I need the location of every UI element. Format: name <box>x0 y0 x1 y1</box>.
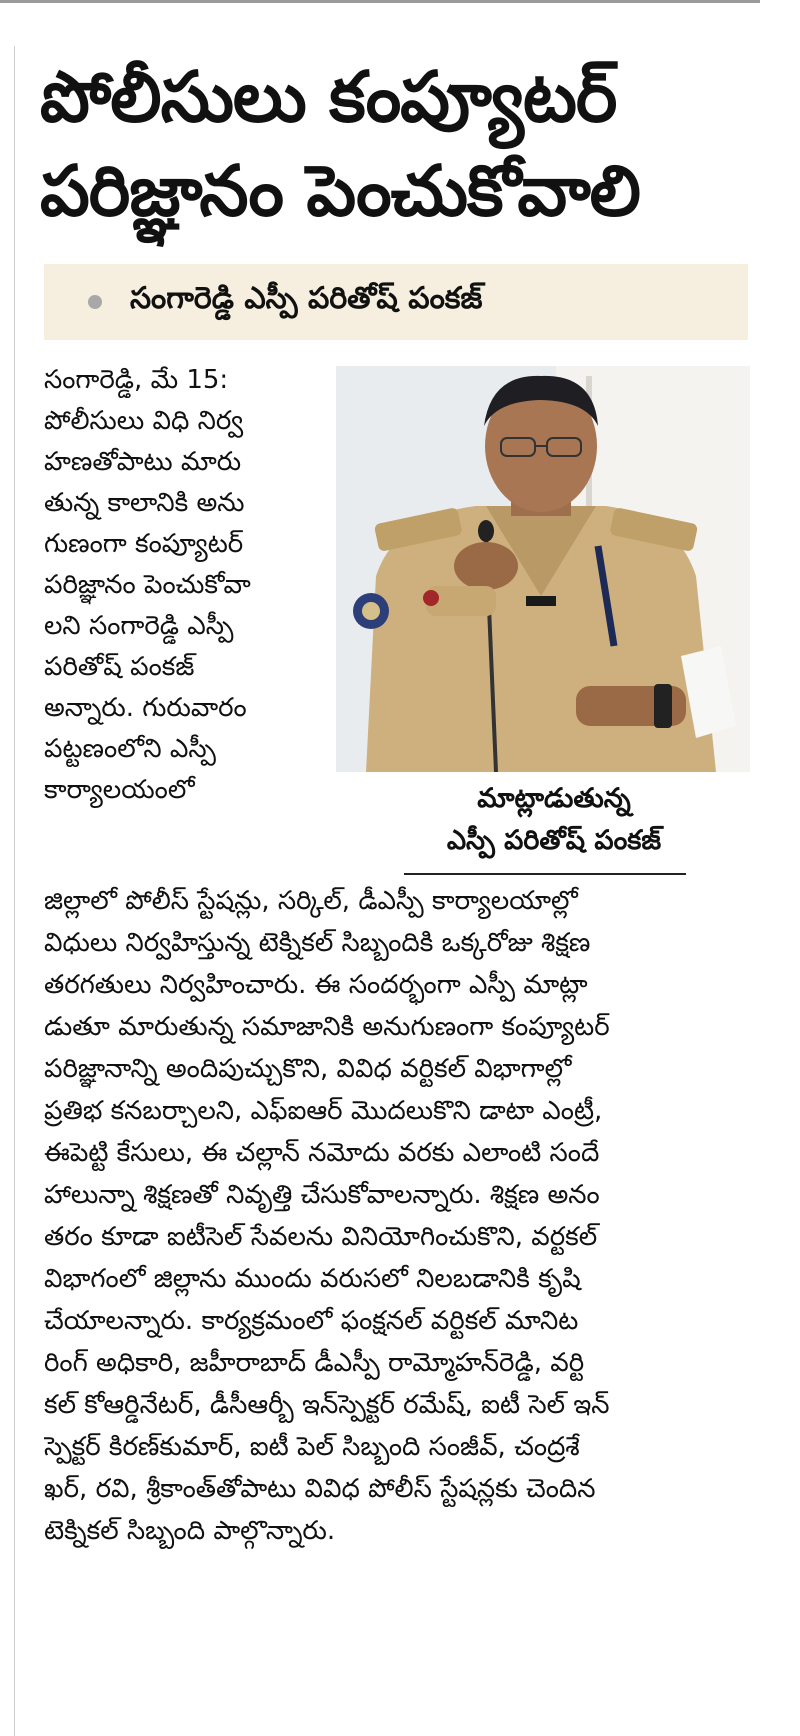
lead-line: తున్న కాలానికి అను <box>44 488 245 518</box>
officer-photo-image <box>336 366 750 772</box>
body-line: పరిజ్ఞానాన్ని అందిపుచ్చుకొని, వివిధ వర్టికల్ విభాగాల్లో <box>44 1054 572 1084</box>
lead-line: పట్టణంలోని ఎస్పీ <box>44 734 216 764</box>
lead-line: పరితోష్ పంకజ్ <box>44 652 195 682</box>
body-line: కల్ కోఆర్డినేటర్, డీసీఆర్బీ ఇన్‌స్పెక్టర్ రమేష్, ఐటీ సెల్ ఇన్ <box>44 1390 610 1420</box>
body-line: హాలున్నా శిక్షణతో నివృత్తి చేసుకోవాలన్నారు. శిక్షణ అనం <box>44 1180 600 1210</box>
caption-line-2: ఎస్పీ పరితోష్ పంకజ్ <box>446 825 662 856</box>
body-line: విధులు నిర్వహిస్తున్న టెక్నికల్ సిబ్బందికి ఒక్కరోజు శిక్షణ <box>44 928 591 958</box>
lead-line: లని సంగారెడ్డి ఎస్పీ <box>44 611 234 641</box>
bullet-icon <box>88 295 102 309</box>
headline-line-1: పోలీసులు కంప్యూటర్ <box>40 56 617 138</box>
body-line: తరగతులు నిర్వహించారు. ఈ సందర్భంగా ఎస్పీ మాట్లా <box>44 970 588 1000</box>
body-line: విభాగంలో జిల్లాను ముందు వరుసలో నిలబడానికి కృషి <box>44 1264 581 1294</box>
lead-column <box>44 360 319 811</box>
lead-line: కార్యాలయంలో <box>44 775 195 805</box>
column-rule <box>14 46 15 1736</box>
body-line: ఖర్, రవి, శ్రీకాంత్‌తోపాటు వివిధ పోలీస్ స్టేషన్లకు చెందిన <box>44 1474 596 1504</box>
top-rule <box>0 0 760 3</box>
lead-line: పోలీసులు విధి నిర్వ <box>44 406 244 436</box>
headline <box>40 50 760 238</box>
article-body <box>44 880 750 1552</box>
caption-line-1: మాట్లాడుతున్న <box>477 783 631 814</box>
body-line: చేయాలన్నారు. కార్యక్రమంలో ఫంక్షనల్ వర్టికల్ మానిట <box>44 1306 579 1336</box>
caption-underline <box>404 873 686 875</box>
lead-line: గుణంగా కంప్యూటర్ <box>44 529 244 559</box>
lead-line: సంగారెడ్డి, మే 15: <box>44 365 229 395</box>
subhead-text: సంగారెడ్డి ఎస్పీ పరితోష్ పంకజ్ <box>130 281 483 316</box>
lead-line: అన్నారు. గురువారం <box>44 693 247 723</box>
headline-line-2: పరిజ్ఞానం పెంచుకోవాలి <box>40 150 640 232</box>
lead-line: పరిజ్ఞానం పెంచుకోవా <box>44 570 251 600</box>
body-line: టెక్నికల్ సిబ్బంది పాల్గొన్నారు. <box>44 1516 336 1546</box>
body-line: డుతూ మారుతున్న సమాజానికి అనుగుణంగా కంప్యూటర్ <box>44 1012 610 1042</box>
body-line: ఈపెట్టి కేసులు, ఈ చల్లాన్ నమోదు వరకు ఎలాంటి సందే <box>44 1138 600 1168</box>
body-line: తరం కూడా ఐటీసెల్ సేవలను వినియోగించుకొని, వర్టకల్ <box>44 1222 598 1252</box>
body-line: జిల్లాలో పోలీస్ స్టేషన్లు, సర్కిల్, డీఎస్పీ కార్యాలయాల్లో <box>44 886 578 916</box>
officer-photo <box>336 366 750 772</box>
body-line: స్పెక్టర్ కిరణ్‌కుమార్, ఐటీ పెల్ సిబ్బంది సంజీవ్, చంద్రశే <box>44 1432 580 1462</box>
photo-caption <box>404 778 704 862</box>
body-line: రింగ్ అధికారి, జహీరాబాద్ డీఎస్పీ రామ్మోహన్‌రెడ్డి, వర్టి <box>44 1348 585 1378</box>
lead-line: హణతోపాటు మారు <box>44 447 242 477</box>
body-line: ప్రతిభ కనబర్చాలని, ఎఫ్ఐఆర్ మొదలుకొని డాటా ఎంట్రీ, <box>44 1096 603 1126</box>
subhead-band <box>44 264 748 340</box>
